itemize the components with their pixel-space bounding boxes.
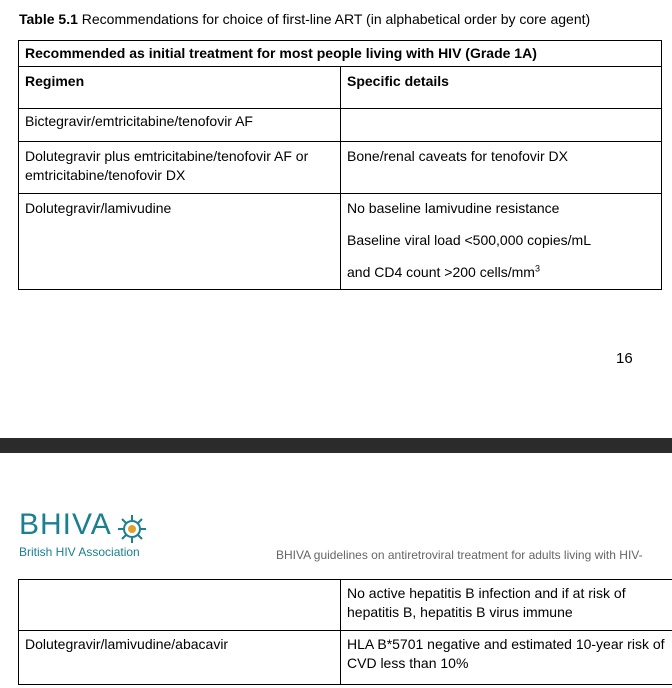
table-title: Recommended as initial treatment for most people living with HIV (Grade 1A): [19, 41, 662, 67]
regimen-cell: Bictegravir/emtricitabine/tenofovir AF: [19, 109, 341, 142]
details-cell: Bone/renal caveats for tenofovir DX: [341, 142, 662, 194]
table-caption: [19, 11, 590, 27]
regimen-cell: [19, 580, 341, 631]
details-cell: No active hepatitis B infection and if at risk of hepatitis B, hepatitis B virus immune: [341, 580, 672, 631]
details-line: No baseline lamivudine resistance: [347, 200, 560, 216]
regimen-cell: Dolutegravir/lamivudine: [19, 194, 341, 290]
table-row: [19, 580, 672, 631]
table-row: [19, 194, 662, 290]
details-line: and CD4 count >200 cells/$mm^3$: [347, 263, 540, 280]
page-two: [0, 453, 672, 688]
running-header: BHIVA guidelines on antiretroviral treatment for adults living with HIV-: [276, 548, 643, 562]
details-cell: HLA B*5701 negative and estimated 10-year risk of CVD less than 10%: [341, 631, 672, 685]
page-number: 16: [616, 350, 633, 367]
table-row: [19, 142, 662, 194]
column-header-details: Specific details: [341, 67, 662, 109]
details-cell: [341, 109, 662, 142]
column-header-regimen: Regimen: [19, 67, 341, 109]
logo-wordmark: BHIVA: [19, 508, 112, 541]
regimen-cell: Dolutegravir plus emtricitabine/tenofovir AF or emtricitabine/tenofovir DX: [19, 142, 341, 194]
page-separator: [0, 438, 672, 453]
details-line: Baseline viral load <500,000 copies/mL: [347, 232, 591, 248]
virus-logo-icon: [116, 513, 148, 545]
table-caption-text: Recommendations for choice of first-line ART (in alphabetical order by core agent): [81, 11, 591, 27]
logo-subtitle: British HIV Association: [19, 545, 140, 559]
recommendations-table: [18, 40, 662, 290]
regimen-cell: Dolutegravir/lamivudine/abacavir: [19, 631, 341, 685]
table-row: [19, 109, 662, 142]
table-row: [19, 631, 672, 685]
table-caption-label: Table 5.1: [19, 11, 78, 27]
details-cell: [341, 194, 662, 290]
superscript: 3: [534, 263, 540, 274]
recommendations-table-continued: [18, 579, 672, 685]
